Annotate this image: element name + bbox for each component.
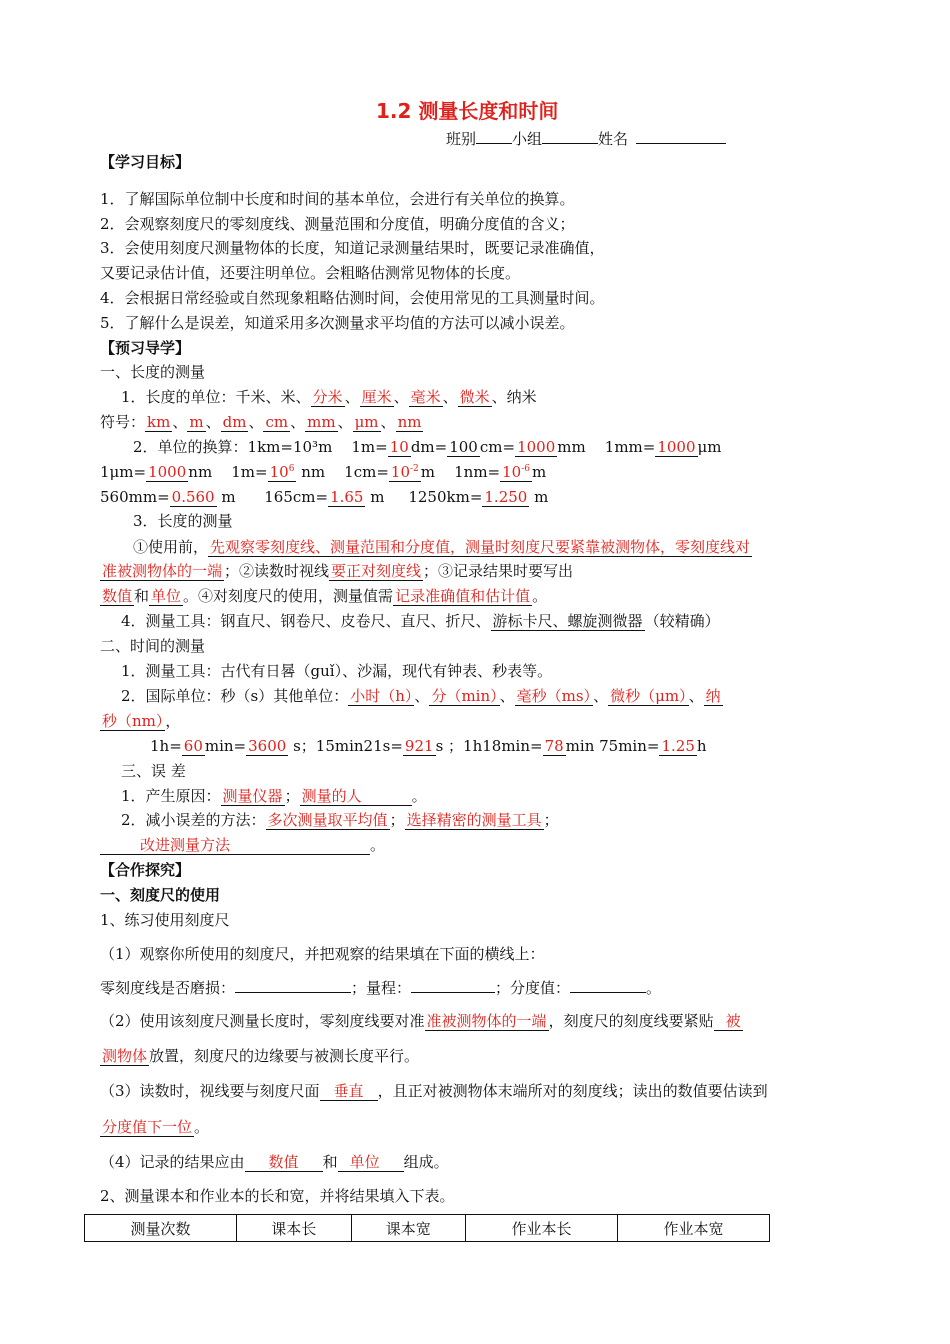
section-objectives: 【学习目标】: [100, 153, 191, 171]
table-header-cell: 作业本宽: [618, 1215, 770, 1242]
answer-blank: 测物体: [102, 1047, 148, 1065]
conv-text: μm: [697, 438, 722, 456]
coop-q3: （3）读数时，视线要与刻度尺面 垂直 ，且正对被测物体末端所对的刻度线；读出的数值要估读到: [100, 1082, 768, 1100]
answer-blank: 分米: [312, 388, 343, 406]
answer-blank: 毫米: [410, 388, 441, 406]
conv-text: 1cm=: [344, 463, 389, 481]
length-units-label: 1．长度的单位：千米、米、: [121, 388, 311, 406]
answer-blank: 微秒（μm）: [610, 687, 687, 705]
answer-blank: 测量的人: [300, 787, 412, 806]
answer-blank: $10^{-6}$: [502, 463, 530, 481]
table-header-cell: 课本宽: [351, 1215, 466, 1242]
error-reduce-line: 2．减小误差的方法： 多次测量取平均值 ； 选择精密的测量工具 ；: [121, 811, 559, 829]
answer-blank: m: [189, 413, 204, 431]
symbols-line: 符号： km 、 m 、 dm 、 cm 、 mm 、 μm 、 nm: [100, 413, 422, 431]
coop-q1: （1）观察你所使用的刻度尺，并把观察的结果填在下面的横线上：: [100, 945, 545, 963]
conversion-line-2: [100, 462, 546, 482]
answer-blank: 先观察零刻度线、测量范围和分度值，测量时刻度尺要紧靠被测物体，零刻度线对: [210, 538, 751, 556]
header-fields: [446, 128, 726, 149]
conversion-label: 2．单位的换算：: [133, 438, 248, 456]
answer-blank: 60: [183, 737, 203, 755]
conv-text: mm: [557, 438, 586, 456]
name-input[interactable]: [636, 128, 726, 144]
ruler-line-3: 数值 和 单位 。④对刻度尺的使用，测量值需 记录准确值和估计值 。: [102, 587, 548, 605]
coop-sub-1: 1、练习使用刻度尺: [100, 911, 230, 929]
answer-blank: 分度值下一位: [102, 1118, 193, 1136]
table-header-row: [85, 1215, 770, 1242]
conv-text: m: [221, 488, 236, 506]
table-header-cell: 作业本长: [466, 1215, 618, 1242]
answer-blank: 1000: [657, 438, 696, 456]
group-input[interactable]: [542, 128, 598, 144]
class-label: 班别: [446, 130, 477, 148]
conv-text: 1mm=: [604, 438, 656, 456]
conv-text: 1250km=: [408, 488, 483, 506]
answer-blank: 单位: [338, 1153, 404, 1172]
answer-blank: 多次测量取平均值: [267, 811, 388, 829]
answer-blank: cm: [265, 413, 289, 431]
measurement-table: [84, 1214, 770, 1242]
coop-q2: （2）使用该刻度尺测量长度时，零刻度线要对准 准被测物体的一端 ，刻度尺的刻度线要紧贴 被: [100, 1012, 741, 1030]
section-preview: 【预习导学】: [100, 339, 191, 357]
conv-text: 165cm=: [264, 488, 329, 506]
time-units-line: 2．国际单位：秒（s）其他单位： 小时（h） 、 分（min） 、 毫秒（ms） 、 微秒（μm） 、 纳: [121, 687, 721, 705]
underlined-text: 游标卡尺、螺旋测微器: [492, 612, 643, 630]
name-label: 姓名: [598, 130, 629, 148]
answer-blank: 测量仪器: [222, 787, 283, 805]
answer-blank: $10^{-2}$: [390, 463, 419, 481]
answer-blank: 准被测物体的一端: [102, 562, 223, 580]
objective-item: 5．了解什么是误差，知道采用多次测量求平均值的方法可以减小误差。: [100, 314, 575, 332]
answer-blank: 1.250: [484, 488, 528, 506]
answer-blank: 3600: [248, 737, 287, 755]
time-units-line-2: 秒（nm） ，: [102, 712, 181, 730]
error-cause-line: 1．产生原因： 测量仪器 ； 测量的人 。: [121, 787, 427, 805]
objective-item: 1．了解国际单位制中长度和时间的基本单位，会进行有关单位的换算。: [100, 190, 575, 208]
answer-blank: 准被测物体的一端: [426, 1012, 547, 1030]
conv-text: 1km=10³m: [247, 438, 333, 456]
symbols-label: 符号：: [100, 413, 146, 431]
conversion-line-1: [133, 437, 722, 457]
length-units-tail: 、纳米: [491, 388, 537, 406]
answer-blank: 垂直: [320, 1082, 378, 1101]
conv-text: nm: [301, 463, 326, 481]
length-tools-line: 4．测量工具：钢直尺、钢卷尺、皮卷尺、直尺、折尺、 游标卡尺、螺旋测微器 （较精确）: [121, 612, 720, 630]
answer-blank: 选择精密的测量工具: [406, 811, 542, 829]
objective-item: 3．会使用刻度尺测量物体的长度，知道记录测量结果时，既要记录准确值，: [100, 239, 605, 257]
coop-q3-line-2: 分度值下一位 。: [102, 1118, 210, 1136]
time-conversion-line: 1h= 60 min= 3600 s；15min21s= 921 s ；1h18min= 78 min 75min= 1.25 h: [150, 737, 707, 755]
division-input[interactable]: [570, 977, 646, 993]
answer-blank: nm: [397, 413, 422, 431]
answer-blank: 要正对刻度线: [331, 562, 422, 580]
coop-heading: 一、刻度尺的使用: [100, 886, 221, 904]
answer-blank: mm: [307, 413, 336, 431]
answer-blank: 10: [389, 438, 409, 456]
answer-blank: 100: [449, 438, 478, 456]
answer-blank: 纳: [705, 687, 721, 705]
group-label: 小组: [512, 130, 543, 148]
ruler-line-1: ①使用前， 先观察零刻度线、测量范围和分度值，测量时刻度尺要紧靠被测物体，零刻度线对: [133, 538, 751, 556]
answer-blank: 数值: [245, 1153, 323, 1172]
conv-text: m: [370, 488, 385, 506]
length-heading: 一、长度的测量: [100, 363, 206, 381]
answer-blank: 78: [544, 737, 564, 755]
answer-blank: 数值: [102, 587, 133, 605]
conv-text: 1μm=: [100, 463, 147, 481]
objective-item: 又要记录估计值，还要注明单位。会粗略估测常见物体的长度。: [100, 264, 521, 282]
conv-text: nm: [188, 463, 213, 481]
answer-blank: 1.65: [330, 488, 364, 506]
conv-text: 1m=: [351, 438, 388, 456]
answer-blank: 记录准确值和估计值: [395, 587, 531, 605]
answer-blank: 小时（h）: [350, 687, 413, 705]
ruler-heading: 3．长度的测量: [133, 512, 233, 530]
time-heading: 二、时间的测量: [100, 637, 206, 655]
conv-text: m: [534, 488, 549, 506]
time-tools-line: 1．测量工具：古代有日晷（guǐ）、沙漏，现代有钟表、秒表等。: [121, 662, 553, 680]
coop-q4: （4）记录的结果应由 数值 和 单位 组成。: [100, 1153, 449, 1171]
conv-text: dm=: [410, 438, 448, 456]
answer-blank: 0.560: [171, 488, 215, 506]
answer-blank: 微米: [459, 388, 490, 406]
table-header-cell: 课本长: [236, 1215, 351, 1242]
conv-text: 560mm=: [100, 488, 170, 506]
zero-wear-input[interactable]: [235, 977, 351, 993]
answer-blank: 1000: [517, 438, 556, 456]
section-coop: 【合作探究】: [100, 861, 191, 879]
length-units-line: 1．长度的单位：千米、米、 分米 、 厘米 、 毫米 、 微米 、纳米: [121, 388, 537, 406]
conversion-line-3: [100, 487, 548, 507]
conv-text: cm=: [479, 438, 516, 456]
answer-blank: 单位: [151, 587, 182, 605]
answer-blank: 1000: [148, 463, 187, 481]
page-title: 1.2 测量长度和时间: [376, 99, 559, 123]
conv-text: m: [531, 463, 547, 481]
conv-text: 1nm=: [454, 463, 501, 481]
answer-blank: km: [147, 413, 171, 431]
answer-blank: μm: [354, 413, 379, 431]
objective-item: 4．会根据日常经验或自然现象粗略估测时间，会使用常见的工具测量时间。: [100, 289, 605, 307]
answer-blank: 1.25: [661, 737, 695, 755]
conv-text: 1m=: [231, 463, 268, 481]
answer-blank: 改进测量方法: [100, 836, 370, 855]
answer-blank: 921: [404, 737, 434, 755]
coop-q1-fields: 零刻度线是否磨损： ；量程： ；分度值： 。: [100, 979, 662, 997]
coop-sub-2: 2、测量课本和作业本的长和宽，并将结果填入下表。: [100, 1187, 455, 1205]
range-input[interactable]: [411, 977, 495, 993]
conv-text: m: [420, 463, 436, 481]
answer-blank: dm: [222, 413, 247, 431]
answer-blank: 秒（nm）: [102, 712, 164, 730]
answer-blank: 厘米: [361, 388, 392, 406]
answer-blank: 被: [714, 1012, 743, 1031]
objective-item: 2．会观察刻度尺的零刻度线、测量范围和分度值，明确分度值的含义；: [100, 215, 575, 233]
ruler-line-2: 准被测物体的一端 ；②读数时视线 要正对刻度线 ；③记录结果时要写出: [102, 562, 574, 580]
answer-blank: 毫秒（ms）: [516, 687, 592, 705]
error-heading: 三、误 差: [121, 762, 186, 780]
answer-blank: 分（min）: [431, 687, 498, 705]
table-header-cell: 测量次数: [85, 1215, 237, 1242]
class-input[interactable]: [476, 128, 512, 144]
coop-q2-line-2: 测物体 放置，刻度尺的边缘要与被测长度平行。: [102, 1047, 420, 1065]
error-reduce-line-2: 改进测量方法 。: [100, 835, 385, 855]
answer-blank: $10^6$: [269, 463, 295, 481]
